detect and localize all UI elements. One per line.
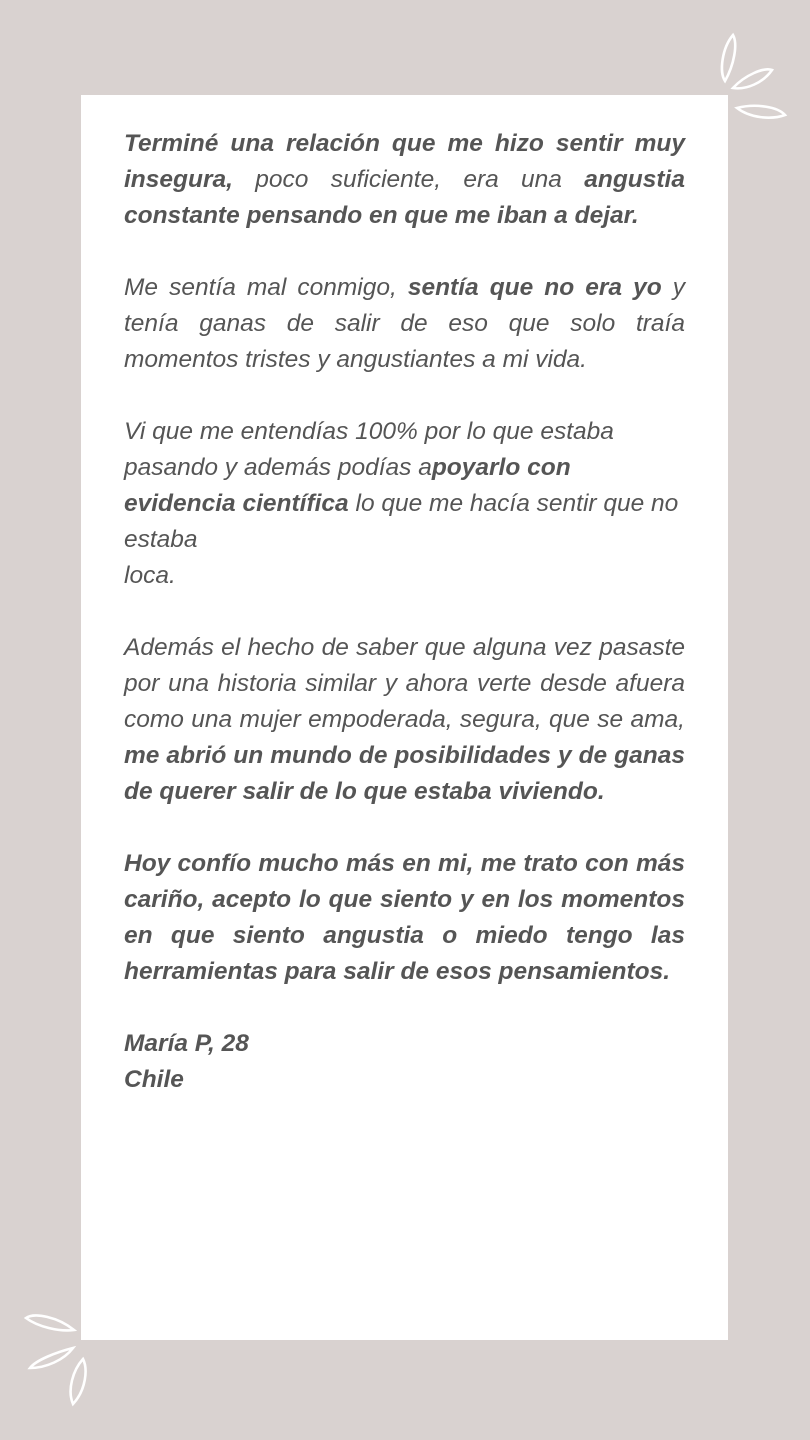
text-segment: y tenía ganas de salir de eso que solo traía momentos tristes y angustiantes a mi vida.	[124, 274, 685, 373]
text-segment: poco suficiente, era una	[232, 166, 585, 193]
testimonial-card	[81, 95, 728, 1340]
paragraph-3	[124, 414, 685, 594]
text-segment: lo que me hacía sentir que no estaba	[124, 490, 679, 553]
text-segment: Vi que me entendías 100% por lo que estaba pasando y además podías a	[124, 418, 614, 481]
paragraph-5	[124, 846, 685, 990]
text-segment: angustia constante pensando en que me iban a dejar.	[124, 166, 685, 229]
text-segment: Además el hecho de saber que alguna vez pasaste por una historia similar y ahora verte desde afuera como una mujer empoderada, segura, que se ama,	[124, 634, 685, 733]
author-country: Chile	[124, 1066, 184, 1093]
text-segment: Terminé una relación que me hizo sentir muy insegura,	[124, 130, 685, 193]
text-segment: Hoy confío mucho más en mi, me trato con más cariño, acepto lo que siento y en los momentos en que siento angustia o miedo tengo las herramientas para salir de esos pensamientos.	[124, 850, 685, 985]
leaf-sprig-bottom-left-icon	[22, 1308, 98, 1408]
text-segment: poyarlo con evidencia científica	[124, 454, 571, 517]
testimonial-text	[124, 126, 685, 1098]
signature	[124, 1026, 685, 1098]
text-segment: sentía que no era yo	[407, 274, 662, 301]
paragraph-4	[124, 630, 685, 810]
author-name: María P, 28	[124, 1030, 249, 1057]
text-segment: loca.	[124, 562, 176, 589]
text-segment: me abrió un mundo de posibilidades y de ganas de querer salir de lo que estaba viviendo.	[124, 742, 685, 805]
paragraph-1	[124, 126, 685, 234]
paragraph-2	[124, 270, 685, 378]
text-segment: Me sentía mal conmigo,	[124, 274, 408, 301]
